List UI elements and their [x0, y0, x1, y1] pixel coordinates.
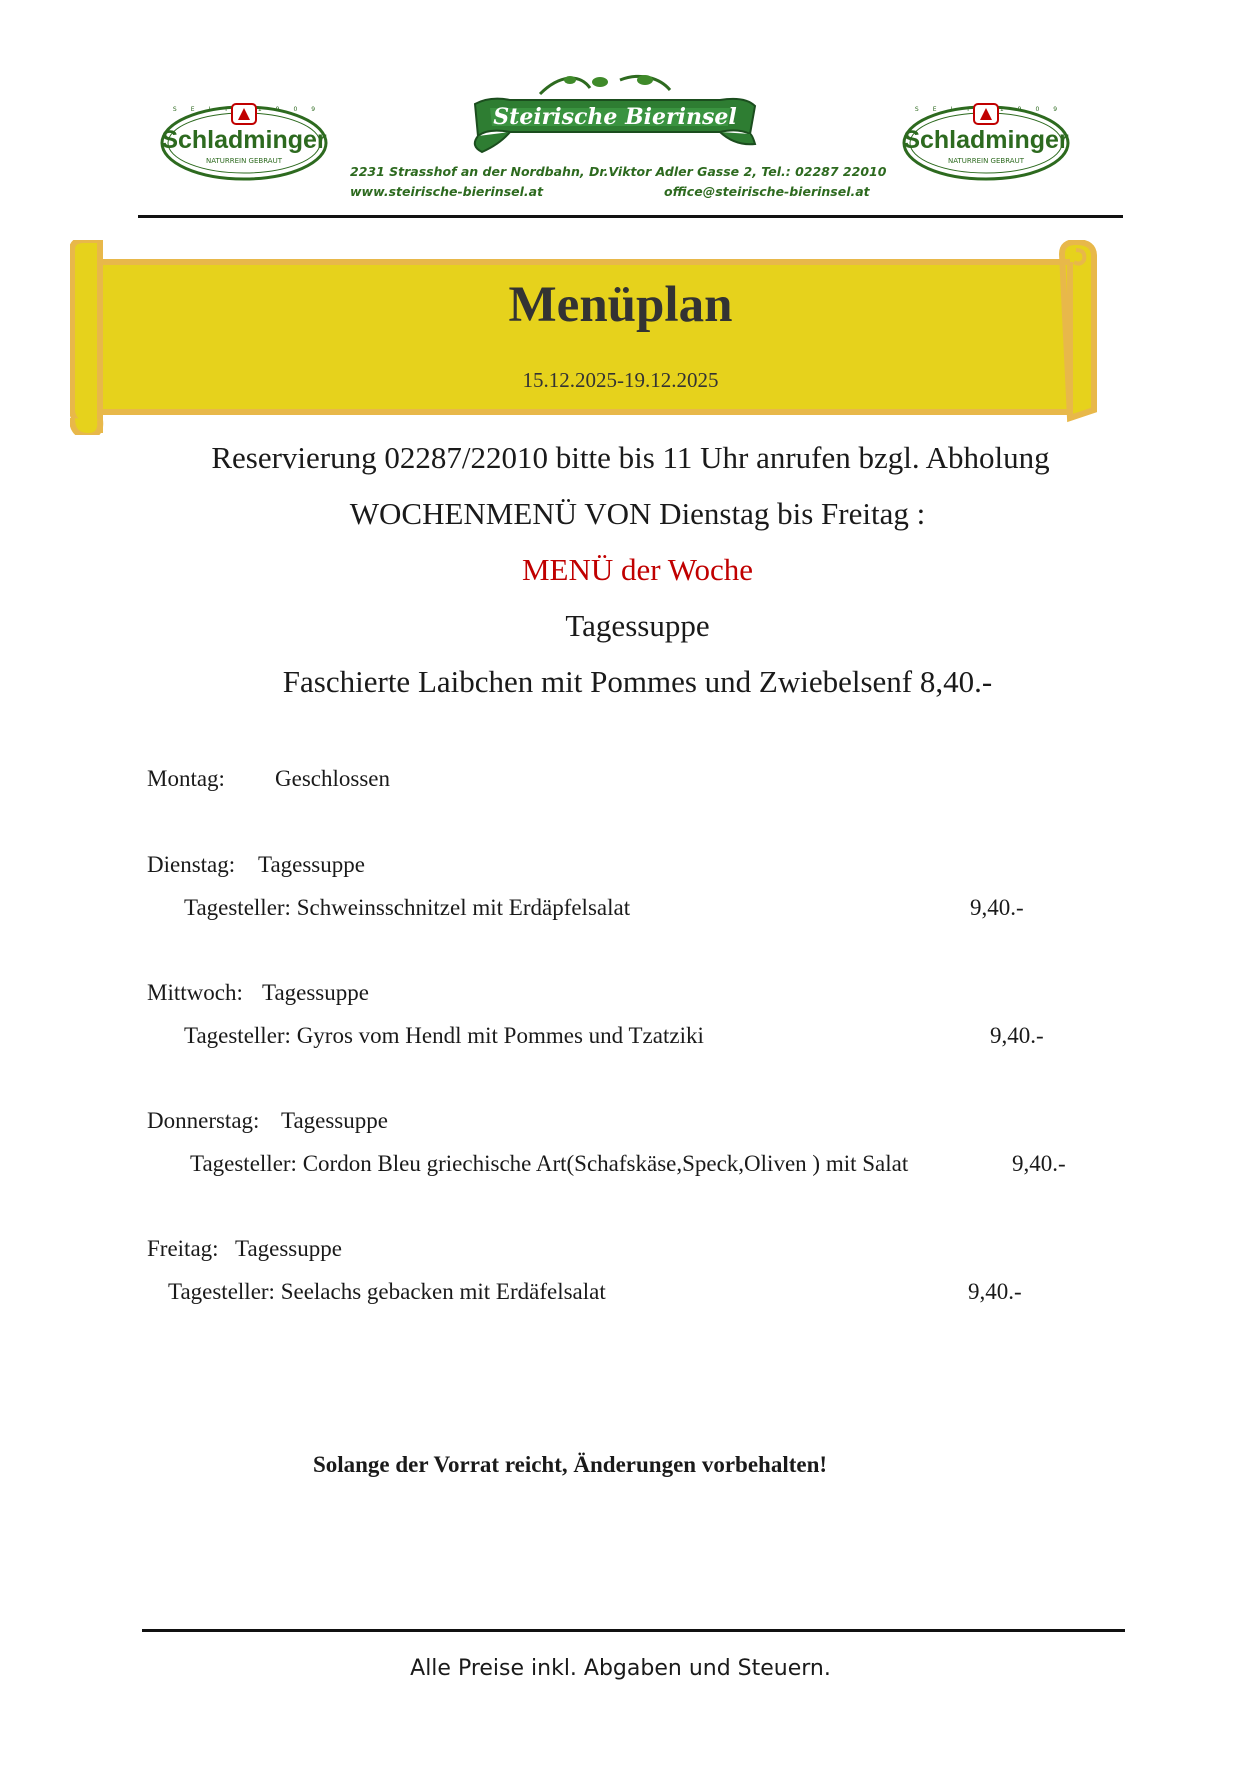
brand-logo-left — [158, 96, 330, 182]
day-soup-friday: Tagessuppe — [235, 1236, 342, 1261]
header-rule — [138, 215, 1123, 218]
weekly-dish: Faschierte Laibchen mit Pommes und Zwiebelsenf 8,40.- — [282, 664, 993, 699]
brand-logo-right — [900, 96, 1072, 182]
menu-of-week: MENÜ der Woche — [521, 552, 754, 587]
footer-rule — [142, 1629, 1125, 1632]
brand-left-sub: NATURREIN GEBRAUT — [206, 157, 282, 165]
address-line: 2231 Strasshof an der Nordbahn, Dr.Viktor Adler Gasse 2, Tel.: 02287 22010 — [350, 164, 887, 179]
page-title: Menüplan — [508, 277, 733, 333]
day-label-thursday: Donnerstag: — [147, 1108, 260, 1133]
date-range: 15.12.2025-19.12.2025 — [522, 368, 719, 392]
day-label-friday: Freitag: — [147, 1236, 219, 1261]
day-main-friday: Tagesteller: Seelachs gebacken mit Erdäfelsalat — [168, 1279, 606, 1304]
day-price-friday: 9,40.- — [968, 1279, 1022, 1304]
day-soup-thursday: Tagessuppe — [281, 1108, 388, 1133]
brand-right-sub: NATURREIN GEBRAUT — [948, 157, 1024, 165]
price-footer: Alle Preise inkl. Abgaben und Steuern. — [410, 1656, 831, 1681]
weekly-soup: Tagessuppe — [565, 608, 710, 643]
weekly-menu-line: WOCHENMENÜ VON Dienstag bis Freitag : — [349, 496, 926, 531]
bierinsel-logo-text: Steirische Bierinsel — [493, 104, 737, 130]
brand-left-seit: SEIT 1909 — [172, 106, 330, 113]
availability-note: Solange der Vorrat reicht, Änderungen vorbehalten! — [312, 1452, 828, 1477]
day-soup-monday: Geschlossen — [275, 766, 390, 791]
day-price-thursday: 9,40.- — [1012, 1151, 1066, 1176]
day-price-tuesday: 9,40.- — [970, 895, 1024, 920]
day-label-wednesday: Mittwoch: — [147, 980, 243, 1005]
day-soup-tuesday: Tagessuppe — [258, 852, 365, 877]
day-main-wednesday: Tagesteller: Gyros vom Hendl mit Pommes und Tzatziki — [184, 1023, 704, 1048]
day-main-thursday: Tagesteller: Cordon Bleu griechische Art(Schafskäse,Speck,Oliven ) mit Salat — [190, 1151, 909, 1176]
brand-right-name: Schladminger — [903, 126, 1069, 154]
day-main-tuesday: Tagesteller: Schweinsschnitzel mit Erdäpfelsalat — [184, 895, 631, 920]
day-soup-wednesday: Tagessuppe — [262, 980, 369, 1005]
email-link[interactable]: office@steirische-bierinsel.at — [664, 184, 870, 199]
day-label-tuesday: Dienstag: — [147, 852, 236, 877]
bierinsel-logo — [470, 74, 760, 164]
brand-right-seit: SEIT 1909 — [914, 106, 1072, 113]
day-price-wednesday: 9,40.- — [990, 1023, 1044, 1048]
title-scroll — [70, 240, 1100, 435]
brand-left-name: Schladminger — [161, 126, 327, 154]
website-link[interactable]: www.steirische-bierinsel.at — [350, 184, 544, 199]
reservation-line: Reservierung 02287/22010 bitte bis 11 Uhr anrufen bzgl. Abholung — [211, 440, 1050, 475]
day-label-monday: Montag: — [147, 766, 225, 791]
